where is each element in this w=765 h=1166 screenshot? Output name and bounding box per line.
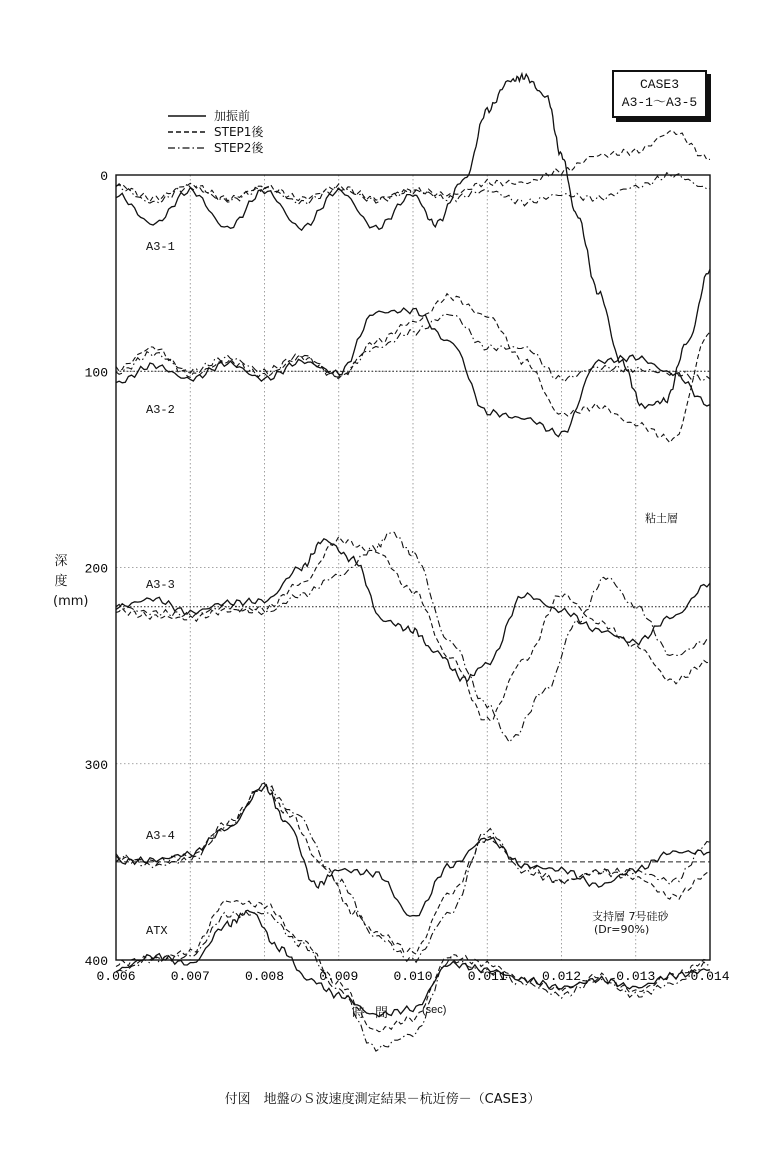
x-tick-label: 0.014 [690,969,730,984]
case-label-box [612,70,707,118]
layer-label-support: 支持層 7号硅砂 [592,910,669,923]
y-tick-label: 100 [84,365,108,381]
x-axis-unit: (sec) [422,1004,447,1016]
grid [116,175,710,960]
layer-label-density: (Dr=90%) [594,923,650,936]
x-tick-label: 0.011 [467,969,507,984]
legend [168,108,263,156]
y-tick-label: 200 [84,561,108,577]
x-tick-label: 0.006 [96,969,136,984]
legend-label-step1: STEP1後 [214,125,264,139]
series-a3-1-dashdot [116,173,710,206]
x-tick-label: 0.012 [541,969,582,984]
legend-dashed-swatch [168,128,206,136]
x-tick-label: 0.013 [616,969,656,984]
sensor-label-a3-4: A3-4 [146,829,175,843]
legend-entry-step1 [168,124,263,140]
y-tick-label: 400 [84,954,108,969]
case-label-range: A3-1～A3-5 [621,95,698,110]
y-tick-labels [85,169,108,969]
y-tick-label: 300 [84,757,108,773]
y-tick-label: 0 [100,169,108,184]
x-axis-label: 時間 [352,1006,399,1021]
sensor-label-a3-2: A3-2 [146,403,175,417]
legend-solid-swatch [168,112,206,120]
legend-entry-step2 [168,140,263,156]
y-axis-label: 深度(mm) [53,554,89,609]
legend-entry-before [168,108,263,124]
x-tick-label: 0.009 [319,969,359,984]
layer-label-clay: 粘土層 [645,512,678,525]
figure-caption: 付図 地盤のＳ波速度測定結果－杭近傍－（CASE3） [224,1092,541,1107]
legend-label-step2: STEP2後 [214,141,264,155]
sensor-label-a3-1: A3-1 [146,240,175,254]
sensor-label-atx: ATX [146,924,168,938]
x-tick-labels [96,969,729,984]
sensor-label-a3-3: A3-3 [146,578,175,592]
case-label-title: CASE3 [639,77,679,92]
x-tick-label: 0.007 [170,969,210,984]
legend-label-before: 加振前 [214,109,251,123]
x-tick-label: 0.010 [393,969,433,984]
legend-dashdot-swatch [168,144,206,152]
x-tick-label: 0.008 [244,969,285,984]
